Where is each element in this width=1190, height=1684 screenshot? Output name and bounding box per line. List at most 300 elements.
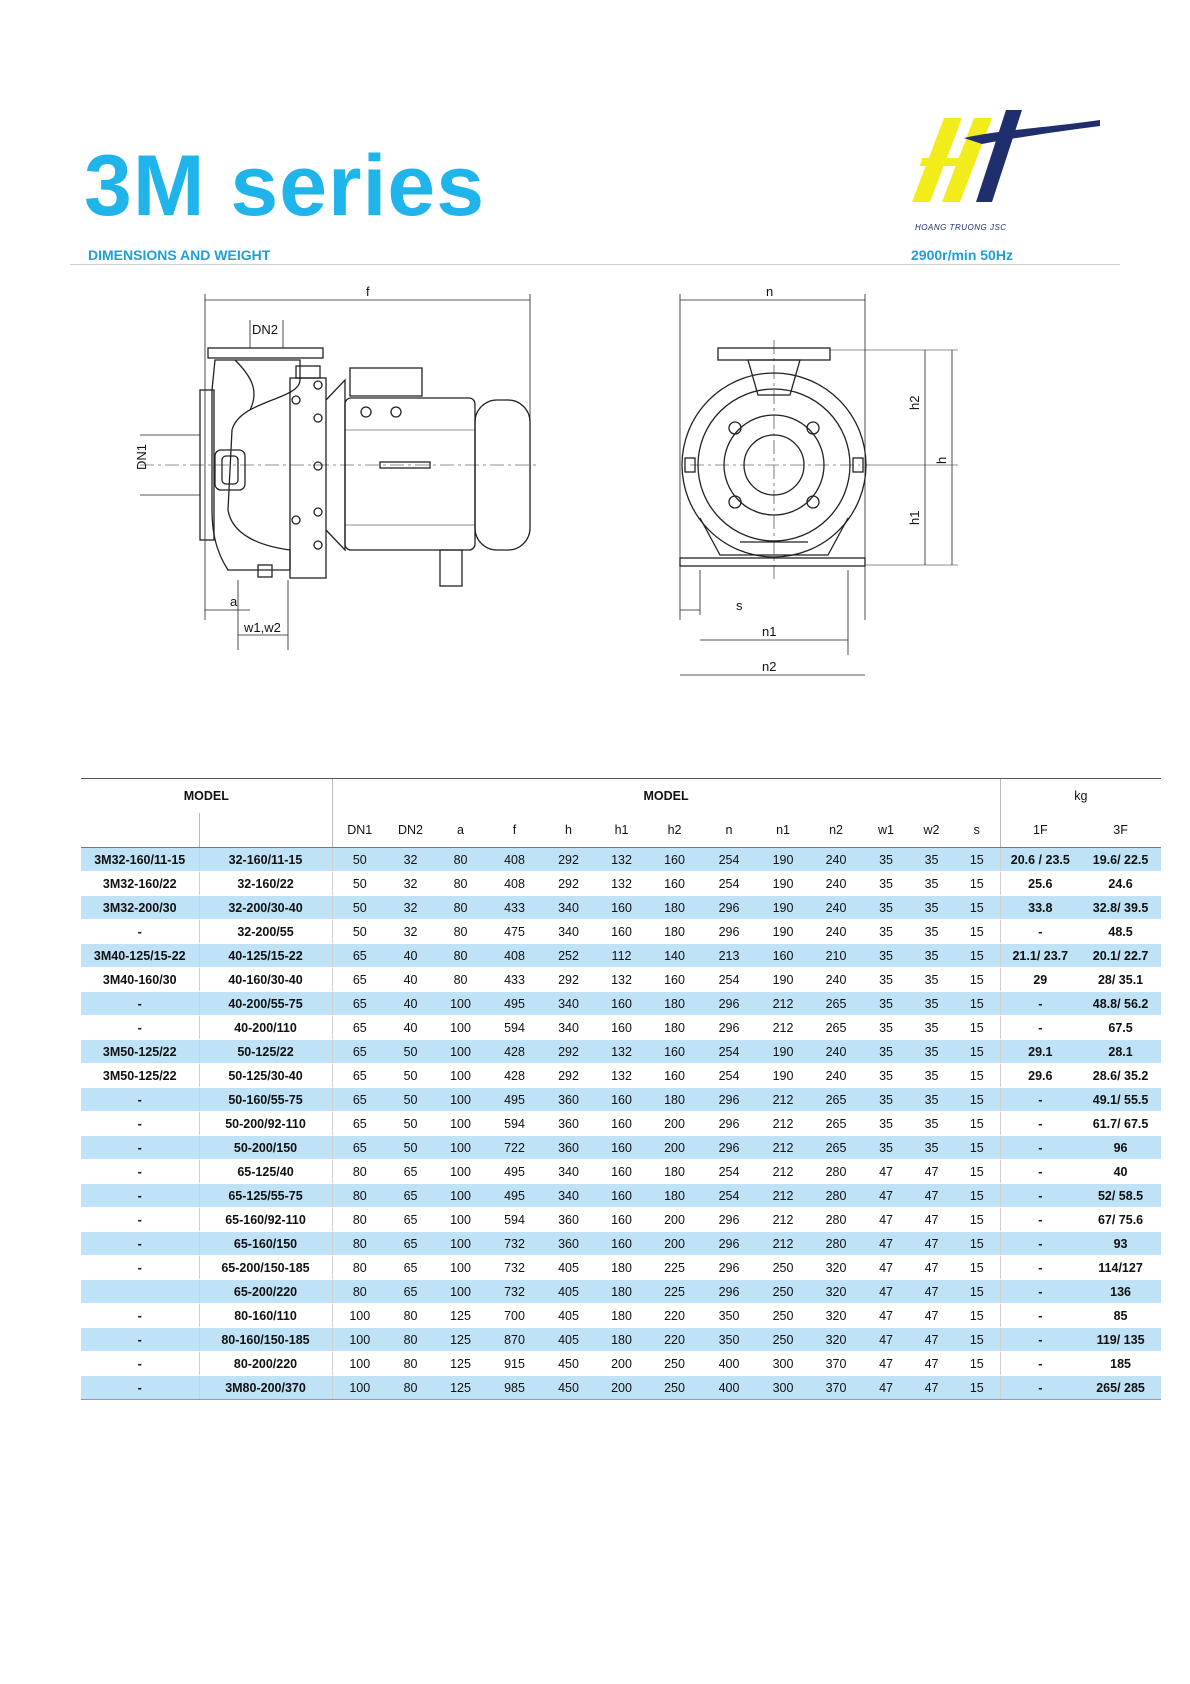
table-cell: 50-160/55-75 [199,1088,332,1112]
dim-label-n: n [766,284,774,299]
table-cell: 160 [648,1040,701,1064]
table-cell: - [81,920,199,944]
table-row [81,1184,1161,1208]
table-cell: 35 [863,920,909,944]
table-cell: 200 [648,1208,701,1232]
table-cell: 28/ 35.1 [1080,968,1161,992]
table-cell: 32 [387,896,434,920]
table-cell: 35 [863,1088,909,1112]
table-cell: 40-200/55-75 [199,992,332,1016]
table-cell: 100 [434,1184,487,1208]
table-row [81,968,1161,992]
table-cell: 47 [863,1256,909,1280]
table-cell: 190 [757,920,809,944]
table-cell: 265/ 285 [1080,1376,1161,1400]
table-cell: 185 [1080,1352,1161,1376]
table-cell: 29 [1000,968,1080,992]
table-cell: 250 [757,1328,809,1352]
table-cell: 15 [954,1376,1000,1400]
table-cell: 180 [648,1184,701,1208]
table-cell: 35 [909,848,954,872]
table-cell: 428 [487,1064,542,1088]
table-cell: 50 [387,1040,434,1064]
table-cell: 50 [332,920,387,944]
table-cell: 35 [909,992,954,1016]
table-cell: 65 [332,1088,387,1112]
table-cell: 100 [434,1040,487,1064]
table-cell: 35 [863,1136,909,1160]
table-cell: - [1000,1376,1080,1400]
table-cell: 65 [387,1256,434,1280]
table-cell: 870 [487,1328,542,1352]
table-cell: - [1000,992,1080,1016]
table-cell: 250 [648,1376,701,1400]
table-cell: 250 [757,1304,809,1328]
table-cell: 3M32-200/30 [81,896,199,920]
table-cell: 80-160/150-185 [199,1328,332,1352]
table-cell: 15 [954,1304,1000,1328]
table-cell [81,1280,199,1304]
table-cell: 65-160/150 [199,1232,332,1256]
table-cell: 240 [809,896,863,920]
table-cell: 160 [595,920,648,944]
table-cell: 180 [595,1256,648,1280]
page-subtitle: DIMENSIONS AND WEIGHT [88,247,271,263]
table-cell: 25.6 [1000,872,1080,896]
table-cell: 125 [434,1328,487,1352]
table-cell: 35 [909,896,954,920]
table-cell: 35 [863,896,909,920]
table-cell: 67/ 75.6 [1080,1208,1161,1232]
table-cell: 3M80-200/370 [199,1376,332,1400]
table-cell: 732 [487,1256,542,1280]
table-cell: 212 [757,1112,809,1136]
table-cell: 65 [387,1280,434,1304]
table-cell: - [1000,1352,1080,1376]
table-cell: 100 [434,992,487,1016]
table-cell: 225 [648,1256,701,1280]
table-cell: 300 [757,1376,809,1400]
table-cell: 15 [954,1160,1000,1184]
table-cell: 240 [809,1040,863,1064]
table-cell: 296 [701,992,757,1016]
table-cell: 296 [701,1280,757,1304]
table-cell: 65 [332,1040,387,1064]
table-cell: 40 [387,992,434,1016]
table-cell: 15 [954,1256,1000,1280]
table-cell: 80 [332,1232,387,1256]
table-cell: 50 [387,1136,434,1160]
table-cell: 80 [434,896,487,920]
table-cell: 15 [954,1184,1000,1208]
table-cell: 50 [332,848,387,872]
table-cell: 50-125/30-40 [199,1064,332,1088]
table-cell: - [81,1016,199,1040]
table-cell: 125 [434,1376,487,1400]
table-cell: 212 [757,1016,809,1040]
table-cell: 3M50-125/22 [81,1064,199,1088]
table-cell: 210 [809,944,863,968]
table-cell: 250 [757,1256,809,1280]
table-cell: 140 [648,944,701,968]
table-cell: - [1000,1232,1080,1256]
table-cell: 47 [863,1352,909,1376]
table-cell: 220 [648,1328,701,1352]
table-cell: 732 [487,1232,542,1256]
company-logo [904,110,1104,240]
dim-label-w1-w2: w1,w2 [244,620,281,635]
column-header: n2 [809,813,863,848]
table-row [81,1304,1161,1328]
table-cell: 100 [434,1160,487,1184]
table-cell: 732 [487,1280,542,1304]
table-cell: 340 [542,1184,595,1208]
table-cell: 65 [332,1112,387,1136]
table-cell: 50-200/150 [199,1136,332,1160]
column-header: w1 [863,813,909,848]
table-cell: 15 [954,1088,1000,1112]
dim-label-h: h [934,456,949,464]
table-cell: 15 [954,1232,1000,1256]
table-cell: 61.7/ 67.5 [1080,1112,1161,1136]
header-model-col-2 [199,813,332,848]
table-row [81,1016,1161,1040]
table-cell: 47 [863,1208,909,1232]
table-cell: 15 [954,1112,1000,1136]
table-cell: 722 [487,1136,542,1160]
table-cell: 360 [542,1208,595,1232]
table-cell: 296 [701,1088,757,1112]
table-cell: 15 [954,1016,1000,1040]
header-model-col-1 [81,813,199,848]
table-cell: 240 [809,872,863,896]
table-cell: 35 [909,1136,954,1160]
table-cell: 35 [863,1040,909,1064]
table-cell: 15 [954,992,1000,1016]
table-cell: 296 [701,1256,757,1280]
table-cell: 29.6 [1000,1064,1080,1088]
table-cell: 65 [387,1160,434,1184]
table-cell: 32 [387,920,434,944]
column-header: n1 [757,813,809,848]
table-cell: 225 [648,1280,701,1304]
table-cell: 212 [757,992,809,1016]
table-cell: 47 [863,1304,909,1328]
table-row [81,1088,1161,1112]
dim-label-n2: n2 [762,659,777,674]
table-cell: 180 [648,896,701,920]
table-cell: 100 [332,1352,387,1376]
table-cell: 47 [909,1376,954,1400]
table-cell: 160 [595,1088,648,1112]
table-cell: 475 [487,920,542,944]
table-cell: 265 [809,1112,863,1136]
table-cell: 80 [387,1376,434,1400]
table-cell: 100 [434,1016,487,1040]
table-cell: 65 [332,968,387,992]
table-cell: - [81,1112,199,1136]
table-cell: 47 [863,1280,909,1304]
table-cell: 320 [809,1280,863,1304]
table-cell: 100 [332,1376,387,1400]
table-cell: 100 [434,1112,487,1136]
table-cell: 15 [954,944,1000,968]
dim-label-s: s [736,598,743,613]
table-cell: 65 [332,1016,387,1040]
table-cell: 100 [434,1256,487,1280]
table-cell: 20.6 / 23.5 [1000,848,1080,872]
table-cell: 125 [434,1304,487,1328]
table-cell: - [81,1328,199,1352]
table-cell: 40-125/15-22 [199,944,332,968]
table-cell: 35 [863,992,909,1016]
table-cell: 254 [701,848,757,872]
table-cell: 254 [701,1184,757,1208]
table-cell: 296 [701,1136,757,1160]
table-cell: 180 [648,1088,701,1112]
table-cell: 24.6 [1080,872,1161,896]
header-dimensions-group: MODEL [332,779,1000,814]
dim-label-n1: n1 [762,624,777,639]
table-cell: 47 [909,1208,954,1232]
table-cell: 370 [809,1352,863,1376]
table-cell: 180 [595,1328,648,1352]
table-cell: - [1000,1256,1080,1280]
column-header: h2 [648,813,701,848]
table-cell: 292 [542,1040,595,1064]
table-cell: 594 [487,1016,542,1040]
table-cell: 250 [757,1280,809,1304]
table-cell: - [81,1232,199,1256]
table-cell: 80 [332,1208,387,1232]
table-cell: 32-160/22 [199,872,332,896]
table-cell: 49.1/ 55.5 [1080,1088,1161,1112]
table-row [81,1112,1161,1136]
table-cell: 320 [809,1328,863,1352]
table-cell: 212 [757,1232,809,1256]
table-cell: 15 [954,1040,1000,1064]
table-cell: 96 [1080,1136,1161,1160]
table-cell: - [1000,1088,1080,1112]
table-cell: 408 [487,872,542,896]
table-cell: 240 [809,920,863,944]
table-row [81,872,1161,896]
table-cell: 32.8/ 39.5 [1080,896,1161,920]
table-cell: 28.6/ 35.2 [1080,1064,1161,1088]
table-cell: 65-125/55-75 [199,1184,332,1208]
table-cell: 35 [863,1112,909,1136]
table-cell: 3M50-125/22 [81,1040,199,1064]
speed-spec: 2900r/min 50Hz [911,247,1013,263]
table-cell: 50 [387,1112,434,1136]
table-cell: 35 [909,1112,954,1136]
table-cell: 254 [701,1040,757,1064]
table-cell: - [1000,1160,1080,1184]
table-row [81,848,1161,872]
table-cell: 495 [487,1088,542,1112]
table-cell: 495 [487,1160,542,1184]
table-cell: 180 [595,1280,648,1304]
table-row [81,1376,1161,1400]
table-cell: 80 [387,1304,434,1328]
table-cell: 65-125/40 [199,1160,332,1184]
table-cell: 292 [542,1064,595,1088]
table-cell: 200 [595,1352,648,1376]
table-cell: - [81,1088,199,1112]
page-title: 3M series [84,138,486,234]
table-cell: 495 [487,1184,542,1208]
table-cell: 350 [701,1304,757,1328]
column-header: 3F [1080,813,1161,848]
table-cell: 65 [332,944,387,968]
table-row [81,1160,1161,1184]
table-cell: 114/127 [1080,1256,1161,1280]
table-cell: 160 [757,944,809,968]
table-cell: 190 [757,1064,809,1088]
table-cell: 80-160/110 [199,1304,332,1328]
table-cell: - [1000,1184,1080,1208]
table-cell: 190 [757,1040,809,1064]
table-cell: 292 [542,848,595,872]
dim-label-a: a [230,594,238,609]
table-cell: 35 [909,944,954,968]
table-row [81,1352,1161,1376]
table-cell: - [1000,1304,1080,1328]
table-cell: 65 [332,1136,387,1160]
table-cell: 80 [387,1328,434,1352]
table-cell: 47 [863,1232,909,1256]
table-cell: 160 [595,1160,648,1184]
table-cell: 985 [487,1376,542,1400]
table-cell: 340 [542,920,595,944]
table-cell: 340 [542,992,595,1016]
table-cell: 200 [648,1232,701,1256]
table-row [81,1328,1161,1352]
table-cell: 360 [542,1232,595,1256]
table-cell: 80 [434,944,487,968]
table-cell: - [81,1160,199,1184]
table-cell: 292 [542,968,595,992]
table-row [81,992,1161,1016]
column-header: s [954,813,1000,848]
table-cell: 100 [434,1136,487,1160]
table-cell: 265 [809,1016,863,1040]
table-cell: - [1000,1280,1080,1304]
table-cell: - [81,1256,199,1280]
table-cell: 40 [387,944,434,968]
table-cell: 212 [757,1136,809,1160]
table-cell: 47 [863,1376,909,1400]
table-cell: 213 [701,944,757,968]
table-cell: 254 [701,1064,757,1088]
table-cell: 80 [332,1256,387,1280]
table-cell: 47 [909,1280,954,1304]
table-cell: 47 [863,1184,909,1208]
table-cell: 280 [809,1208,863,1232]
table-cell: 32 [387,848,434,872]
table-cell: 200 [595,1376,648,1400]
table-cell: 405 [542,1328,595,1352]
table-cell: 340 [542,1016,595,1040]
table-cell: 35 [909,872,954,896]
table-cell: 40-200/110 [199,1016,332,1040]
table-cell: - [81,1184,199,1208]
table-cell: 80 [434,848,487,872]
table-cell: 160 [595,1136,648,1160]
table-cell: 28.1 [1080,1040,1161,1064]
table-cell: 340 [542,896,595,920]
table-cell: 35 [863,944,909,968]
table-cell: 15 [954,920,1000,944]
table-cell: 80 [387,1352,434,1376]
table-cell: 112 [595,944,648,968]
column-header: h [542,813,595,848]
table-cell: 48.8/ 56.2 [1080,992,1161,1016]
table-cell: - [81,1376,199,1400]
table-cell: 212 [757,1184,809,1208]
table-cell: 408 [487,944,542,968]
column-header: a [434,813,487,848]
table-cell: 360 [542,1112,595,1136]
table-cell: 160 [648,1064,701,1088]
table-cell: 50 [387,1064,434,1088]
table-row [81,1040,1161,1064]
table-cell: 190 [757,968,809,992]
table-cell: 35 [863,1064,909,1088]
pump-dimension-drawing [0,280,1190,700]
table-cell: 40 [387,968,434,992]
table-cell: 100 [332,1304,387,1328]
table-cell: 433 [487,896,542,920]
table-cell: 350 [701,1328,757,1352]
table-cell: - [1000,1328,1080,1352]
table-cell: 180 [648,992,701,1016]
table-cell: 50-200/92-110 [199,1112,332,1136]
table-cell: 450 [542,1376,595,1400]
table-cell: 15 [954,872,1000,896]
table-cell: 132 [595,1040,648,1064]
table-cell: 240 [809,1064,863,1088]
table-cell: 35 [863,968,909,992]
table-cell: 405 [542,1304,595,1328]
table-cell: - [1000,920,1080,944]
table-cell: 240 [809,968,863,992]
table-cell: 433 [487,968,542,992]
table-cell: 190 [757,896,809,920]
table-cell: 19.6/ 22.5 [1080,848,1161,872]
table-cell: - [1000,1136,1080,1160]
table-cell: 160 [595,1208,648,1232]
table-cell: 160 [595,1232,648,1256]
table-cell: 132 [595,968,648,992]
table-row [81,1232,1161,1256]
table-cell: 254 [701,968,757,992]
column-header: DN1 [332,813,387,848]
table-cell: 65-160/92-110 [199,1208,332,1232]
table-cell: 65 [387,1208,434,1232]
table-cell: 370 [809,1376,863,1400]
table-row [81,920,1161,944]
table-cell: 15 [954,1352,1000,1376]
table-cell: 405 [542,1256,595,1280]
table-cell: 160 [648,848,701,872]
table-cell: 65-200/150-185 [199,1256,332,1280]
table-cell: 200 [648,1136,701,1160]
table-cell: 29.1 [1000,1040,1080,1064]
table-cell: 50 [332,896,387,920]
table-cell: - [1000,1016,1080,1040]
table-cell: 65 [387,1232,434,1256]
